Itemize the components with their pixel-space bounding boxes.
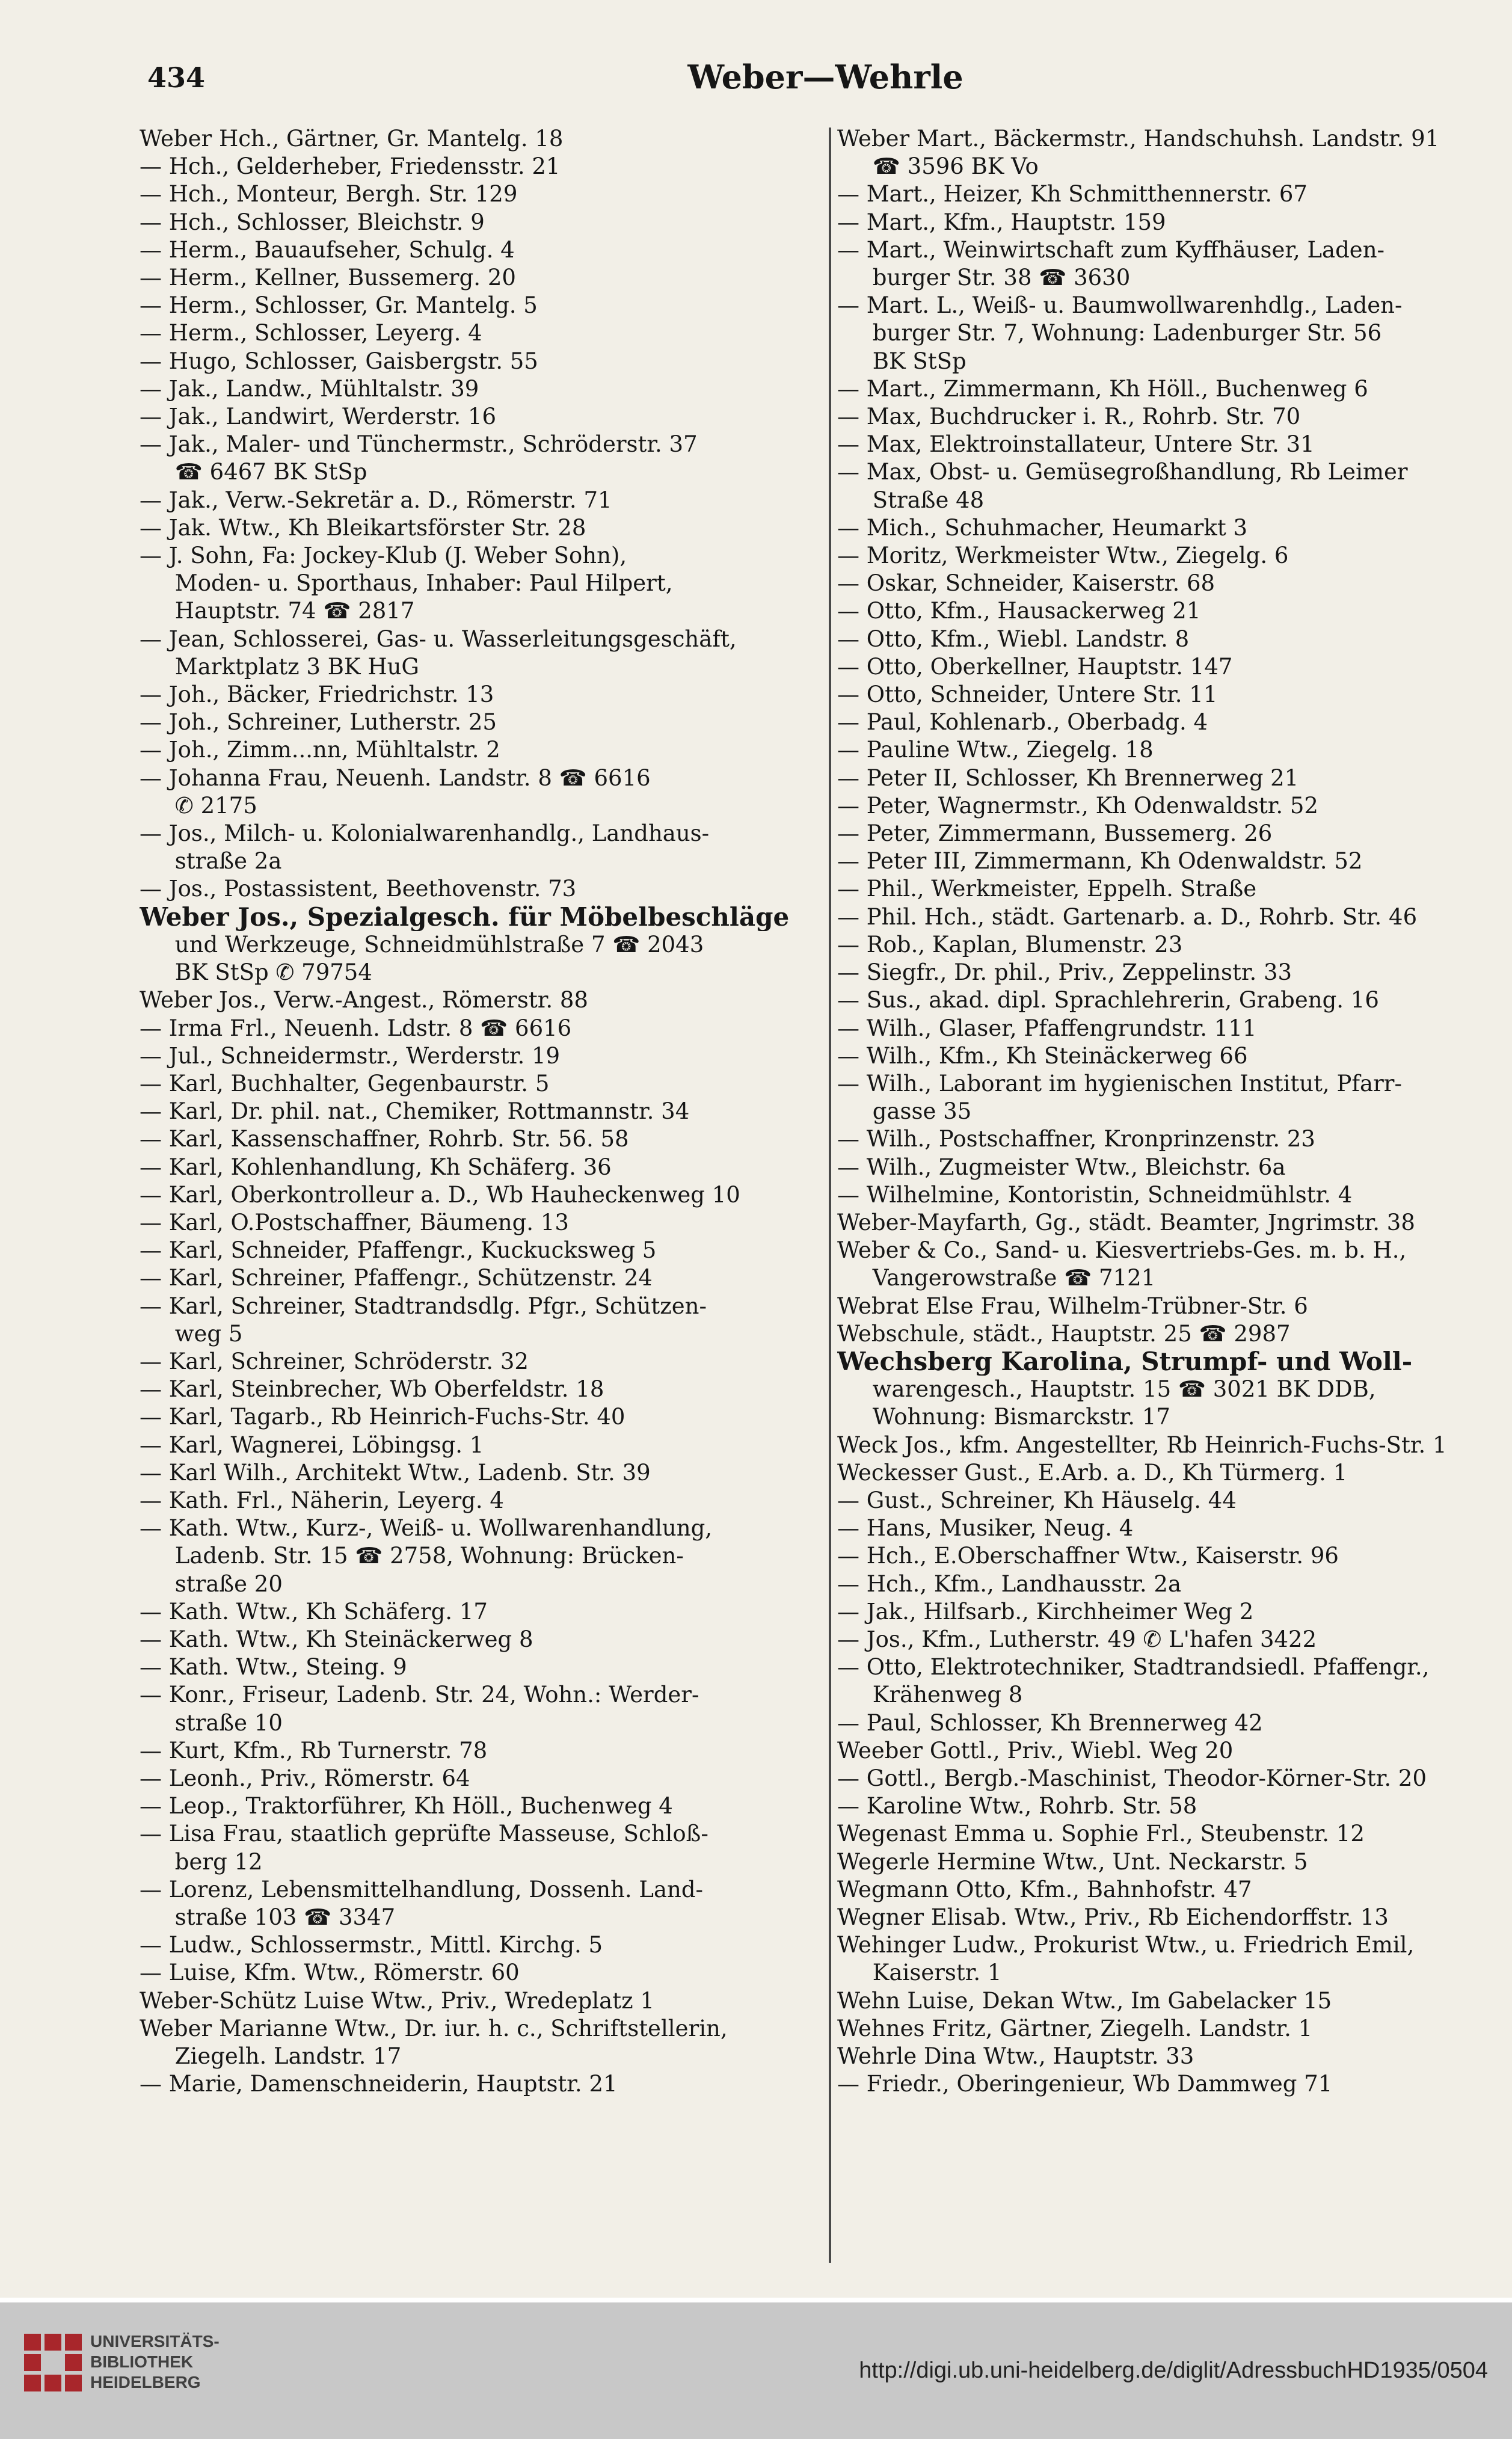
directory-entry: — Kurt, Kfm., Rb Turnerstr. 78 bbox=[140, 1737, 488, 1764]
directory-entry: — Irma Frl., Neuenh. Ldstr. 8 ☎ 6616 bbox=[140, 1015, 572, 1041]
right-column bbox=[837, 125, 1508, 2098]
directory-entry: — Oskar, Schneider, Kaiserstr. 68 bbox=[837, 570, 1215, 597]
directory-entry: — Karl, Schreiner, Stadtrandsdlg. Pfgr., Schützen- bbox=[140, 1293, 707, 1319]
directory-entry: — Johanna Frau, Neuenh. Landstr. 8 ☎ 6616 bbox=[140, 764, 651, 791]
directory-entry: — Pauline Wtw., Ziegelg. 18 bbox=[837, 737, 1154, 763]
directory-entry: — Wilh., Postschaffner, Kronprinzenstr. 23 bbox=[837, 1126, 1315, 1152]
directory-entry: — Karl, Schreiner, Pfaffengr., Schützenstr. 24 bbox=[140, 1265, 653, 1291]
directory-entry: Wehn Luise, Dekan Wtw., Im Gabelacker 15 bbox=[837, 1987, 1332, 2014]
directory-entry: — Hch., E.Oberschaffner Wtw., Kaiserstr. 96 bbox=[837, 1543, 1339, 1569]
left-column bbox=[140, 125, 814, 2098]
directory-entry: — Hch., Gelderheber, Friedensstr. 21 bbox=[140, 153, 561, 180]
directory-entry: Marktplatz 3 BK HuG bbox=[140, 653, 419, 680]
directory-entry: — Karl, Kohlenhandlung, Kh Schäferg. 36 bbox=[140, 1154, 612, 1180]
directory-entry: — Ludw., Schlossermstr., Mittl. Kirchg. 5 bbox=[140, 1932, 603, 1958]
directory-entry: — Hugo, Schlosser, Gaisbergstr. 55 bbox=[140, 348, 538, 374]
directory-entry: ☎ 6467 BK StSp bbox=[140, 459, 367, 485]
directory-entry: — Max, Elektroinstallateur, Untere Str. 31 bbox=[837, 431, 1315, 458]
directory-entry: — Phil., Werkmeister, Eppelh. Straße bbox=[837, 876, 1257, 902]
page-number: 434 bbox=[147, 61, 206, 94]
directory-entry: — Mart. L., Weiß- u. Baumwollwarenhdlg., Laden- bbox=[837, 292, 1403, 319]
viewer-footer bbox=[0, 2302, 1512, 2439]
directory-entry: gasse 35 bbox=[837, 1098, 972, 1125]
directory-entry: — Wilh., Zugmeister Wtw., Bleichstr. 6a bbox=[837, 1154, 1286, 1180]
directory-entry: Webschule, städt., Hauptstr. 25 ☎ 2987 bbox=[837, 1320, 1291, 1347]
directory-entry: — Joh., Schreiner, Lutherstr. 25 bbox=[140, 709, 497, 736]
directory-entry: — Karl, Schreiner, Schröderstr. 32 bbox=[140, 1348, 529, 1374]
directory-entry: — Mart., Heizer, Kh Schmitthennerstr. 67 bbox=[837, 181, 1308, 208]
directory-entry: Krähenweg 8 bbox=[837, 1682, 1023, 1708]
directory-entry: — Lorenz, Lebensmittelhandlung, Dossenh. Land- bbox=[140, 1876, 704, 1902]
directory-entry: — Karl Wilh., Architekt Wtw., Ladenb. Str. 39 bbox=[140, 1459, 651, 1486]
directory-entry: — Karl, Wagnerei, Löbingsg. 1 bbox=[140, 1432, 484, 1458]
directory-entry: — Karl, Buchhalter, Gegenbaurstr. 5 bbox=[140, 1070, 550, 1096]
directory-entry: — Kath. Wtw., Steing. 9 bbox=[140, 1654, 407, 1681]
directory-entry: — Jos., Postassistent, Beethovenstr. 73 bbox=[140, 876, 577, 902]
university-library-logo-icon bbox=[24, 2334, 82, 2391]
directory-entry: — Hch., Monteur, Bergh. Str. 129 bbox=[140, 181, 518, 208]
directory-entry: — Jak., Verw.-Sekretär a. D., Römerstr. 71 bbox=[140, 487, 612, 513]
directory-entry: — Herm., Schlosser, Gr. Mantelg. 5 bbox=[140, 292, 538, 319]
directory-entry: straße 103 ☎ 3347 bbox=[140, 1904, 396, 1930]
directory-entry: — Wilh., Laborant im hygienischen Institut, Pfarr- bbox=[837, 1070, 1402, 1096]
directory-entry: Vangerowstraße ☎ 7121 bbox=[837, 1265, 1156, 1291]
directory-entry: — Joh., Zimm...nn, Mühltalstr. 2 bbox=[140, 737, 500, 763]
directory-entry: Weber & Co., Sand- u. Kiesvertriebs-Ges. m. b. H., bbox=[837, 1237, 1407, 1264]
directory-entry: — Marie, Damenschneiderin, Hauptstr. 21 bbox=[140, 2071, 618, 2097]
directory-entry: BK StSp bbox=[837, 348, 967, 374]
directory-entry: — Wilhelmine, Kontoristin, Schneidmühlstr. 4 bbox=[837, 1181, 1353, 1208]
directory-entry: — Kath. Wtw., Kurz-, Weiß- u. Wollwarenhandlung, bbox=[140, 1515, 713, 1542]
directory-entry: — Herm., Bauaufseher, Schulg. 4 bbox=[140, 236, 515, 263]
directory-entry: — Moritz, Werkmeister Wtw., Ziegelg. 6 bbox=[837, 543, 1289, 569]
directory-entry: — Karoline Wtw., Rohrb. Str. 58 bbox=[837, 1793, 1197, 1819]
directory-entry: — Leonh., Priv., Römerstr. 64 bbox=[140, 1765, 470, 1791]
directory-entry: burger Str. 7, Wohnung: Ladenburger Str. 56 bbox=[837, 320, 1382, 346]
directory-entry: Wohnung: Bismarckstr. 17 bbox=[837, 1404, 1170, 1430]
directory-entry: — Konr., Friseur, Ladenb. Str. 24, Wohn.: Werder- bbox=[140, 1682, 699, 1708]
directory-entry: — Peter, Wagnermstr., Kh Odenwaldstr. 52 bbox=[837, 792, 1318, 819]
directory-entry: — Jul., Schneidermstr., Werderstr. 19 bbox=[140, 1042, 561, 1069]
directory-entry: und Werkzeuge, Schneidmühlstraße 7 ☎ 2043 bbox=[140, 931, 704, 958]
directory-entry: — Peter, Zimmermann, Bussemerg. 26 bbox=[837, 820, 1273, 847]
directory-entry: — Phil. Hch., städt. Gartenarb. a. D., Rohrb. Str. 46 bbox=[837, 903, 1418, 930]
directory-entry: straße 10 bbox=[140, 1709, 283, 1736]
directory-entry: — Wilh., Kfm., Kh Steinäckerweg 66 bbox=[837, 1042, 1248, 1069]
directory-entry: — Mart., Zimmermann, Kh Höll., Buchenweg 6 bbox=[837, 375, 1368, 402]
directory-entry: — Hch., Schlosser, Bleichstr. 9 bbox=[140, 209, 485, 235]
directory-entry: — Otto, Kfm., Hausackerweg 21 bbox=[837, 598, 1201, 624]
directory-entry: — Hans, Musiker, Neug. 4 bbox=[837, 1515, 1134, 1542]
directory-entry: Wehnes Fritz, Gärtner, Ziegelh. Landstr. 1 bbox=[837, 2015, 1313, 2041]
directory-entry: — Karl, Oberkontrolleur a. D., Wb Hauheckenweg 10 bbox=[140, 1181, 740, 1208]
directory-entry: — Jak. Wtw., Kh Bleikartsförster Str. 28 bbox=[140, 514, 586, 541]
column-divider bbox=[829, 128, 831, 2263]
directory-entry: — Otto, Oberkellner, Hauptstr. 147 bbox=[837, 653, 1233, 680]
directory-entry: — Wilh., Glaser, Pfaffengrundstr. 111 bbox=[837, 1015, 1257, 1041]
directory-entry: BK StSp ✆ 79754 bbox=[140, 959, 372, 986]
directory-entry: Straße 48 bbox=[837, 487, 985, 513]
directory-entry: Weber Hch., Gärtner, Gr. Mantelg. 18 bbox=[140, 126, 564, 152]
directory-entry: — Paul, Kohlenarb., Oberbadg. 4 bbox=[837, 709, 1208, 736]
directory-entry: — Mich., Schuhmacher, Heumarkt 3 bbox=[837, 514, 1248, 541]
page-header bbox=[147, 58, 1504, 106]
directory-entry: Weckesser Gust., E.Arb. a. D., Kh Türmerg. 1 bbox=[837, 1459, 1348, 1486]
directory-entry: — Sus., akad. dipl. Sprachlehrerin, Grabeng. 16 bbox=[837, 987, 1379, 1013]
directory-entry: — Gottl., Bergb.-Maschinist, Theodor-Körner-Str. 20 bbox=[837, 1765, 1427, 1791]
directory-entry: — Otto, Schneider, Untere Str. 11 bbox=[837, 681, 1218, 708]
directory-entry: — Siegfr., Dr. phil., Priv., Zeppelinstr. 33 bbox=[837, 959, 1292, 986]
directory-entry: Weber Jos., Verw.-Angest., Römerstr. 88 bbox=[140, 987, 588, 1013]
directory-entry: Moden- u. Sporthaus, Inhaber: Paul Hilpert, bbox=[140, 570, 673, 597]
directory-entry: weg 5 bbox=[140, 1320, 243, 1347]
directory-entry: ✆ 2175 bbox=[140, 792, 257, 819]
directory-entry: — Jak., Landwirt, Werderstr. 16 bbox=[140, 404, 497, 430]
directory-entry: Weeber Gottl., Priv., Wiebl. Weg 20 bbox=[837, 1737, 1234, 1764]
directory-entry: Ziegelh. Landstr. 17 bbox=[140, 2043, 402, 2070]
directory-entry: — Leop., Traktorführer, Kh Höll., Buchenweg 4 bbox=[140, 1793, 673, 1819]
directory-entry: — Peter II, Schlosser, Kh Brennerweg 21 bbox=[837, 764, 1299, 791]
directory-entry: — Paul, Schlosser, Kh Brennerweg 42 bbox=[837, 1709, 1263, 1736]
directory-entry: Kaiserstr. 1 bbox=[837, 1960, 1002, 1986]
directory-entry: — Gust., Schreiner, Kh Häuselg. 44 bbox=[837, 1487, 1237, 1513]
directory-entry: straße 20 bbox=[140, 1570, 283, 1597]
directory-entry: — Hch., Kfm., Landhausstr. 2a bbox=[837, 1570, 1182, 1597]
directory-entry: Weck Jos., kfm. Angestellter, Rb Heinrich-Fuchs-Str. 1 bbox=[837, 1432, 1447, 1458]
directory-entry: Hauptstr. 74 ☎ 2817 bbox=[140, 598, 415, 624]
directory-entry: — Kath. Frl., Näherin, Leyerg. 4 bbox=[140, 1487, 504, 1513]
directory-entry: Wehinger Ludw., Prokurist Wtw., u. Friedrich Emil, bbox=[837, 1932, 1415, 1958]
directory-entry: — Lisa Frau, staatlich geprüfte Masseuse, Schloß- bbox=[140, 1821, 708, 1847]
directory-entry: burger Str. 38 ☎ 3630 bbox=[837, 265, 1131, 291]
source-url-link[interactable]: http://digi.ub.uni-heidelberg.de/diglit/AdressbuchHD1935/0504 bbox=[859, 2358, 1488, 2383]
directory-entry: — Karl, Dr. phil. nat., Chemiker, Rottmannstr. 34 bbox=[140, 1098, 690, 1125]
directory-entry: Wegenast Emma u. Sophie Frl., Steubenstr. 12 bbox=[837, 1821, 1365, 1847]
directory-entry: — Mart., Kfm., Hauptstr. 159 bbox=[837, 209, 1166, 235]
directory-entry: — Max, Buchdrucker i. R., Rohrb. Str. 70 bbox=[837, 404, 1301, 430]
directory-entry: — Herm., Schlosser, Leyerg. 4 bbox=[140, 320, 482, 346]
running-head: Weber—Wehrle bbox=[687, 58, 963, 96]
directory-entry: — Peter III, Zimmermann, Kh Odenwaldstr. 52 bbox=[837, 848, 1363, 875]
directory-entry: Ladenb. Str. 15 ☎ 2758, Wohnung: Brücken- bbox=[140, 1543, 684, 1569]
directory-entry: — Karl, Schneider, Pfaffengr., Kuckucksweg 5 bbox=[140, 1237, 657, 1264]
directory-entry: — Max, Obst- u. Gemüsegroßhandlung, Rb Leimer bbox=[837, 459, 1408, 485]
directory-entry: Wegner Elisab. Wtw., Priv., Rb Eichendorffstr. 13 bbox=[837, 1904, 1389, 1930]
directory-entry: — Karl, Kassenschaffner, Rohrb. Str. 56. 58 bbox=[140, 1126, 629, 1152]
directory-entry: — J. Sohn, Fa: Jockey-Klub (J. Weber Sohn), bbox=[140, 543, 627, 569]
directory-entry: Wehrle Dina Wtw., Hauptstr. 33 bbox=[837, 2043, 1194, 2070]
directory-entry: berg 12 bbox=[140, 1848, 263, 1875]
directory-entry: warengesch., Hauptstr. 15 ☎ 3021 BK DDB, bbox=[837, 1376, 1376, 1403]
directory-entry: — Jos., Milch- u. Kolonialwarenhandlg., Landhaus- bbox=[140, 820, 710, 847]
directory-entry: — Karl, O.Postschaffner, Bäumeng. 13 bbox=[140, 1209, 569, 1235]
directory-entry: Wegerle Hermine Wtw., Unt. Neckarstr. 5 bbox=[837, 1848, 1308, 1875]
directory-entry: — Herm., Kellner, Bussemerg. 20 bbox=[140, 265, 516, 291]
directory-entry: — Jak., Landw., Mühltalstr. 39 bbox=[140, 375, 479, 402]
directory-entry: Wechsberg Karolina, Strumpf- und Woll- bbox=[837, 1347, 1413, 1376]
directory-entry: — Joh., Bäcker, Friedrichstr. 13 bbox=[140, 681, 494, 708]
directory-entry: — Jak., Hilfsarb., Kirchheimer Weg 2 bbox=[837, 1598, 1254, 1625]
directory-entry: Wegmann Otto, Kfm., Bahnhofstr. 47 bbox=[837, 1876, 1252, 1902]
directory-entry: — Luise, Kfm. Wtw., Römerstr. 60 bbox=[140, 1960, 520, 1986]
directory-entry: — Rob., Kaplan, Blumenstr. 23 bbox=[837, 931, 1183, 958]
directory-entry: straße 2a bbox=[140, 848, 282, 875]
directory-entry: — Mart., Weinwirtschaft zum Kyffhäuser, Laden- bbox=[837, 236, 1385, 263]
directory-entry: Weber-Mayfarth, Gg., städt. Beamter, Jngrimstr. 38 bbox=[837, 1209, 1415, 1235]
directory-entry: — Jos., Kfm., Lutherstr. 49 ✆ L'hafen 3422 bbox=[837, 1626, 1317, 1652]
directory-entry: — Otto, Elektrotechniker, Stadtrandsiedl. Pfaffengr., bbox=[837, 1654, 1430, 1681]
directory-entry: — Karl, Tagarb., Rb Heinrich-Fuchs-Str. 40 bbox=[140, 1404, 625, 1430]
directory-entry: — Karl, Steinbrecher, Wb Oberfeldstr. 18 bbox=[140, 1376, 604, 1403]
directory-entry: ☎ 3596 BK Vo bbox=[837, 153, 1039, 180]
directory-entry: Weber-Schütz Luise Wtw., Priv., Wredeplatz 1 bbox=[140, 1987, 654, 2014]
directory-entry: — Friedr., Oberingenieur, Wb Dammweg 71 bbox=[837, 2071, 1333, 2097]
directory-entry: Webrat Else Frau, Wilhelm-Trübner-Str. 6 bbox=[837, 1293, 1308, 1319]
directory-entry: — Jak., Maler- und Tünchermstr., Schröderstr. 37 bbox=[140, 431, 698, 458]
library-name: UNIVERSITÄTS- BIBLIOTHEK HEIDELBERG bbox=[90, 2332, 220, 2391]
directory-entry: — Jean, Schlosserei, Gas- u. Wasserleitungsgeschäft, bbox=[140, 626, 737, 652]
directory-entry: — Kath. Wtw., Kh Schäferg. 17 bbox=[140, 1598, 488, 1625]
directory-entry: Weber Mart., Bäckermstr., Handschuhsh. Landstr. 91 bbox=[837, 126, 1440, 152]
directory-entry: Weber Marianne Wtw., Dr. iur. h. c., Schriftstellerin, bbox=[140, 2015, 728, 2041]
directory-entry: — Kath. Wtw., Kh Steinäckerweg 8 bbox=[140, 1626, 533, 1652]
directory-entry: Weber Jos., Spezialgesch. für Möbelbeschläge bbox=[140, 903, 790, 931]
directory-entry: — Otto, Kfm., Wiebl. Landstr. 8 bbox=[837, 626, 1190, 652]
